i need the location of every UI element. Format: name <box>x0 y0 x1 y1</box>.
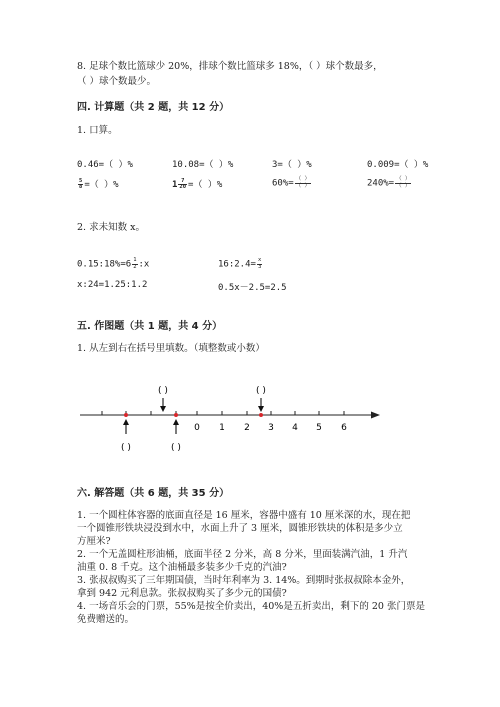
equation-d: 0.5x－2.5=2.5 <box>218 283 287 293</box>
word-problem-line: 1. 一个圆柱体容器的底面直径是 16 厘米，容器中盛有 10 厘米深的水，现在把 <box>77 510 411 521</box>
equation-c: x:24=1.25:1.2 <box>77 280 148 290</box>
oral-h: 240%= $\frac{( )}{( )}$ <box>367 176 411 189</box>
q8-line2: （ ）球个数最少。 <box>77 76 157 87</box>
tick-label: 0 <box>194 423 200 433</box>
solve-x-title: 2. 求未知数 x。 <box>77 222 145 233</box>
tick-label: 4 <box>292 423 298 433</box>
tick-label: 1 <box>219 423 225 433</box>
equation-b: 16:2.4= $\frac{x}{3}$ <box>218 257 262 270</box>
section4-heading: 四. 计算题（共 2 题，共 12 分） <box>77 102 230 113</box>
oral-a: 0.46=（ ）% <box>77 160 133 170</box>
section6-heading: 六. 解答题（共 6 题，共 35 分） <box>77 488 230 499</box>
oral-b: 10.08=（ ）% <box>172 160 234 170</box>
equation-a: 0.15:18%=6 $\frac{1}{2}$ :x <box>77 257 150 270</box>
drawing-question: 1. 从左到右在括号里填数。（填整数或小数） <box>77 343 265 354</box>
word-problem-line: 一个圆锥形铁块浸没到水中，水面上升了 3 厘米，圆锥形铁块的体积是多少立 <box>77 523 403 534</box>
word-problem-line: 3. 张叔叔购买了三年期国债，当时年利率为 3. 14%。到期时张叔叔除本金外， <box>77 575 411 586</box>
tick-label: 6 <box>341 423 347 433</box>
oral-e: $\frac{5}{8}$ =（ ）% <box>79 177 119 190</box>
number-line-figure <box>70 378 390 468</box>
tick-label: 5 <box>316 423 322 433</box>
answer-blank: ( ) <box>171 443 181 453</box>
tick-label: 3 <box>268 423 274 433</box>
arrowhead-icon <box>173 419 179 425</box>
number-line-ticks <box>102 411 344 415</box>
arrowhead-icon <box>160 406 166 412</box>
marked-point <box>259 413 263 417</box>
oral-g: 60%= $\frac{( )}{( )}$ <box>272 176 310 189</box>
answer-blank: ( ) <box>158 386 168 396</box>
marked-point <box>124 413 128 417</box>
word-problem-line: 方厘米? <box>77 536 111 547</box>
word-problem-line: 2. 一个无盖圆柱形油桶，底面半径 2 分米，高 8 分米，里面装满汽油，1 升汽 <box>77 549 408 560</box>
oral-f: 1 $\frac{7}{20}$ =（ ）% <box>172 177 223 190</box>
oral-d: 0.009=（ ）% <box>367 160 429 170</box>
q8-line1: 8. 足球个数比篮球少 20%，排球个数比篮球多 18%，（ ）球个数最多， <box>77 61 383 72</box>
word-problem-line: 免费赠送的。 <box>77 614 135 625</box>
axis-arrow-icon <box>371 412 380 419</box>
tick-label: 2 <box>244 423 250 433</box>
answer-blank: ( ) <box>256 386 266 396</box>
oral-c: 3=（ ）% <box>272 160 312 170</box>
word-problem-line: 拿到 942 元利息款。张叔叔购买了多少元的国债? <box>77 588 287 599</box>
oral-calc-title: 1. 口算。 <box>77 125 118 136</box>
marked-point <box>174 413 178 417</box>
arrowhead-icon <box>123 419 129 425</box>
answer-blank: ( ) <box>121 443 131 453</box>
section5-heading: 五. 作图题（共 1 题，共 4 分） <box>77 321 223 332</box>
word-problem-line: 油重 0. 8 千克。这个油桶最多装多少千克的汽油? <box>77 562 287 573</box>
arrowhead-icon <box>258 406 264 412</box>
word-problem-line: 4. 一场音乐会的门票，55%是按全价卖出，40%是五折卖出，剩下的 20 张门票是 <box>77 601 425 612</box>
